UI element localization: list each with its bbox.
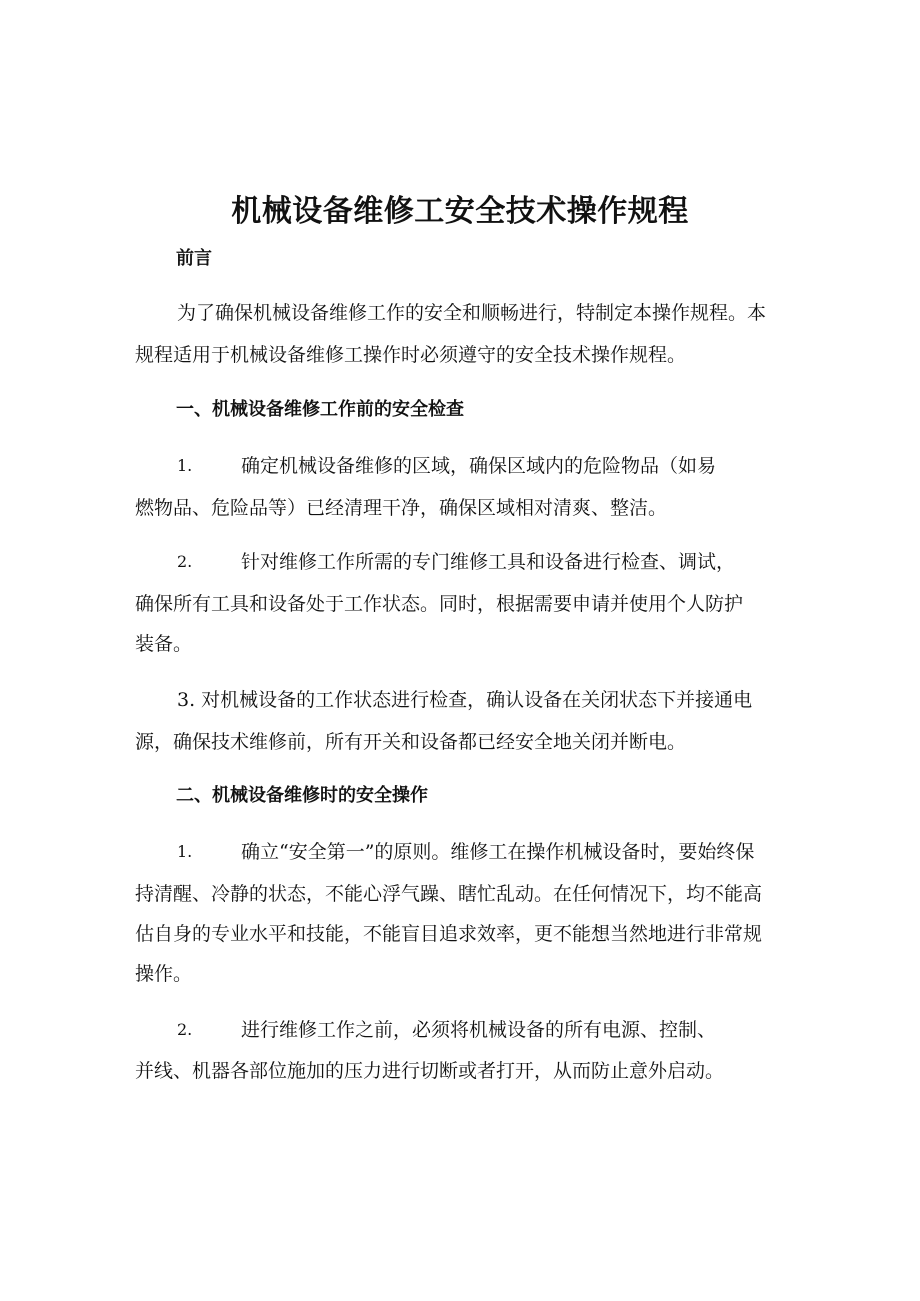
section1-item1-line-1: 确定机械设备维修的区域，确保区域内的危险物品（如易 [241, 455, 717, 477]
section2-item1-line-1: 确立“安全第一”的原则。维修工在操作机械设备时，要始终保 [241, 841, 755, 863]
section1-item2-line-2: 确保所有工具和设备处于工作状态。同时，根据需要申请并使用个人防护 [135, 593, 744, 615]
document-title: 机械设备维修工安全技术操作规程 [231, 194, 689, 229]
section1-item2-number: 2. [177, 552, 193, 571]
section1-item2-line-1: 针对维修工作所需的专门维修工具和设备进行检查、调试， [241, 551, 736, 573]
section2-item2-number: 2. [177, 1020, 193, 1039]
section2-item1-number: 1. [177, 842, 193, 861]
section2-item1-line-3: 估自身的专业水平和技能，不能盲目追求效率，更不能想当然地进行非常规 [135, 923, 763, 945]
section1-item1-number: 1. [177, 456, 193, 475]
section2-heading: 二、机械设备维修时的安全操作 [176, 785, 428, 806]
preface-line-2: 规程适用于机械设备维修工操作时必须遵守的安全技术操作规程。 [135, 344, 687, 366]
section2-item1-line-2: 持清醒、冷静的状态，不能心浮气躁、瞎忙乱动。在任何情况下，均不能高 [135, 883, 763, 905]
section1-heading: 一、机械设备维修工作前的安全检查 [176, 399, 464, 420]
preface-heading: 前言 [176, 248, 212, 269]
section2-item1-line-4: 操作。 [135, 963, 193, 985]
section1-item2-line-3: 装备。 [135, 633, 193, 655]
section2-item2-line-2: 并线、机器各部位施加的压力进行切断或者打开，从而防止意外启动。 [135, 1060, 725, 1082]
section1-item1-line-2: 燃物品、危险品等）已经清理干净，确保区域相对清爽、整洁。 [135, 497, 668, 519]
preface-line-1: 为了确保机械设备维修工作的安全和顺畅进行，特制定本操作规程。本 [177, 302, 767, 324]
section1-item3-line-1: 3. 对机械设备的工作状态进行检查，确认设备在关闭状态下并接通电 [177, 689, 753, 711]
section2-item2-line-1: 进行维修工作之前，必须将机械设备的所有电源、控制、 [241, 1019, 717, 1041]
section1-item3-line-2: 源，确保技术维修前，所有开关和设备都已经安全地关闭并断电。 [135, 731, 687, 753]
